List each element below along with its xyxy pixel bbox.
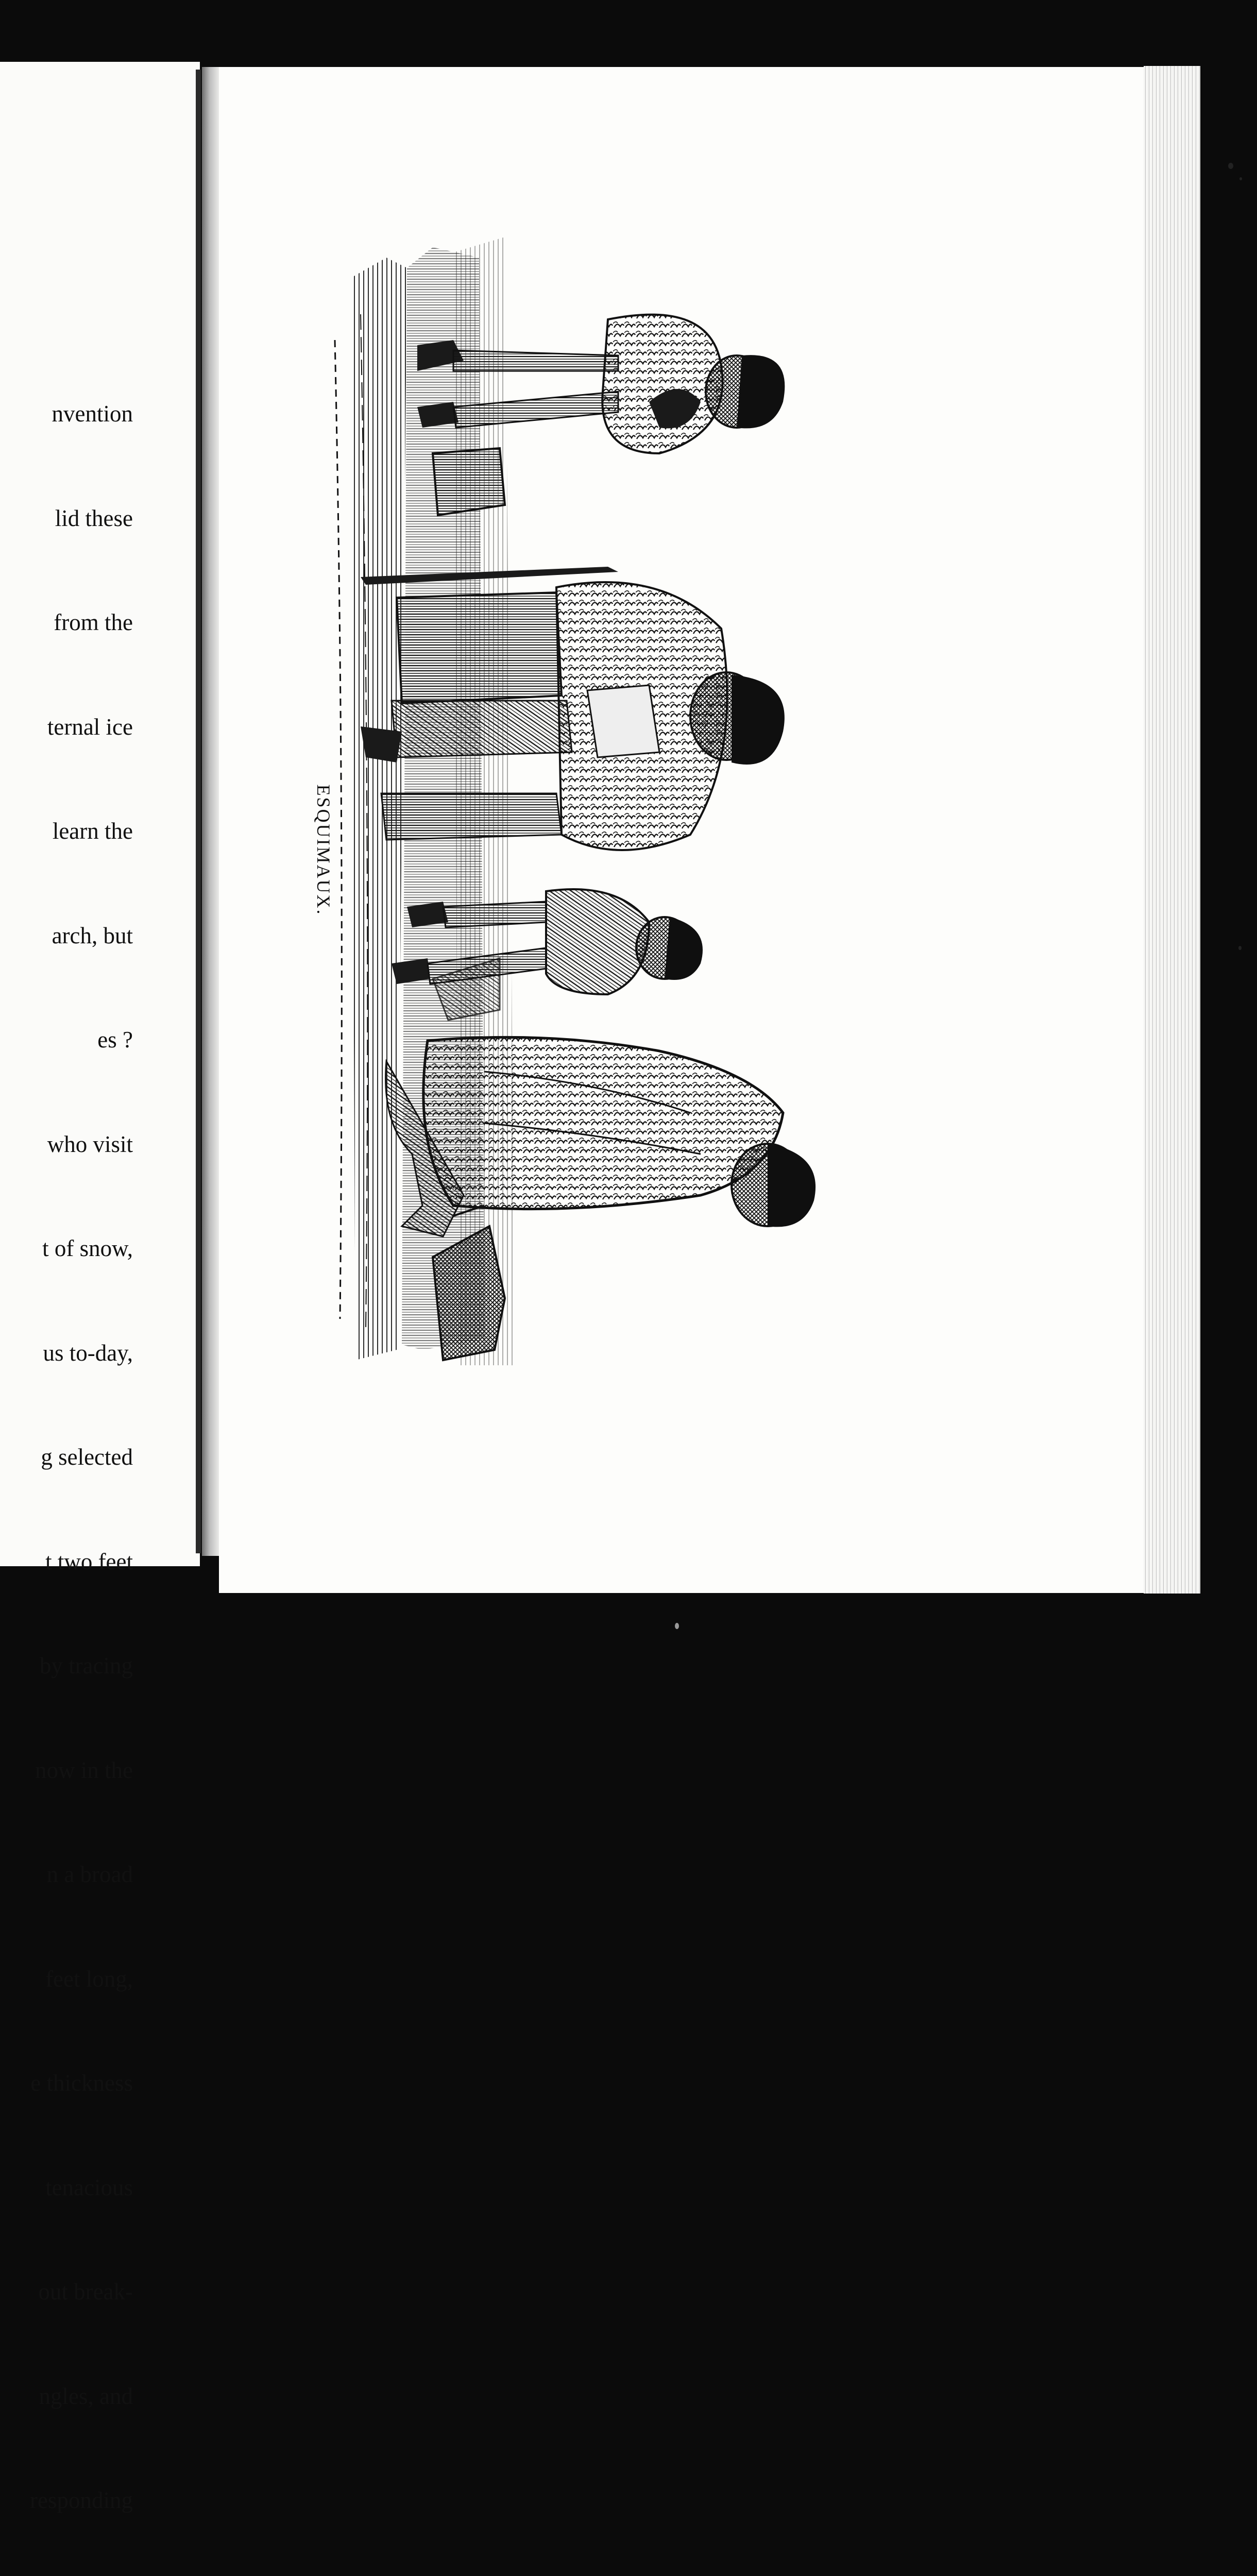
paper-speck (675, 1623, 679, 1629)
page-edges (1144, 66, 1200, 1594)
book-gutter-shadow (202, 67, 219, 1556)
text-line: us to-day, (43, 1340, 133, 1366)
figure-man-with-spear (361, 567, 785, 850)
text-line: ngles, and (39, 2383, 133, 2409)
text-line: t of snow, (42, 1235, 133, 1261)
text-line: out break- (38, 2279, 133, 2304)
book-gutter (196, 70, 201, 1553)
paper-speck (1228, 163, 1233, 169)
text-line: tenacious (45, 2174, 133, 2200)
text-line: now in the (35, 1757, 133, 1783)
text-line: nvention (52, 401, 133, 427)
text-line: e thickness (30, 2070, 133, 2096)
left-page-text (0, 327, 133, 2576)
text-line: from the (54, 609, 133, 635)
paper-speck (1239, 177, 1242, 180)
text-line: ternal ice (47, 714, 133, 740)
text-line: es ? (97, 1027, 133, 1053)
text-line: g selected (41, 1444, 133, 1470)
text-line: by tracing (39, 1653, 133, 1679)
esquimaux-engraving (330, 237, 999, 1370)
text-line: lid these (55, 505, 133, 531)
text-line: feet long, (45, 1965, 133, 1992)
text-line: t two feet (45, 1548, 133, 1574)
text-line: responding (30, 2487, 133, 2513)
figure-man-fur-cloak (386, 1037, 816, 1236)
paper-speck (1238, 946, 1242, 950)
illustration-caption: ESQUIMAUX. (313, 784, 334, 916)
text-line: who visit (47, 1131, 133, 1157)
text-line: learn the (52, 818, 133, 844)
text-line: arch, but (52, 922, 133, 948)
left-page (0, 62, 200, 2513)
text-line: n a broad (46, 1861, 133, 1887)
